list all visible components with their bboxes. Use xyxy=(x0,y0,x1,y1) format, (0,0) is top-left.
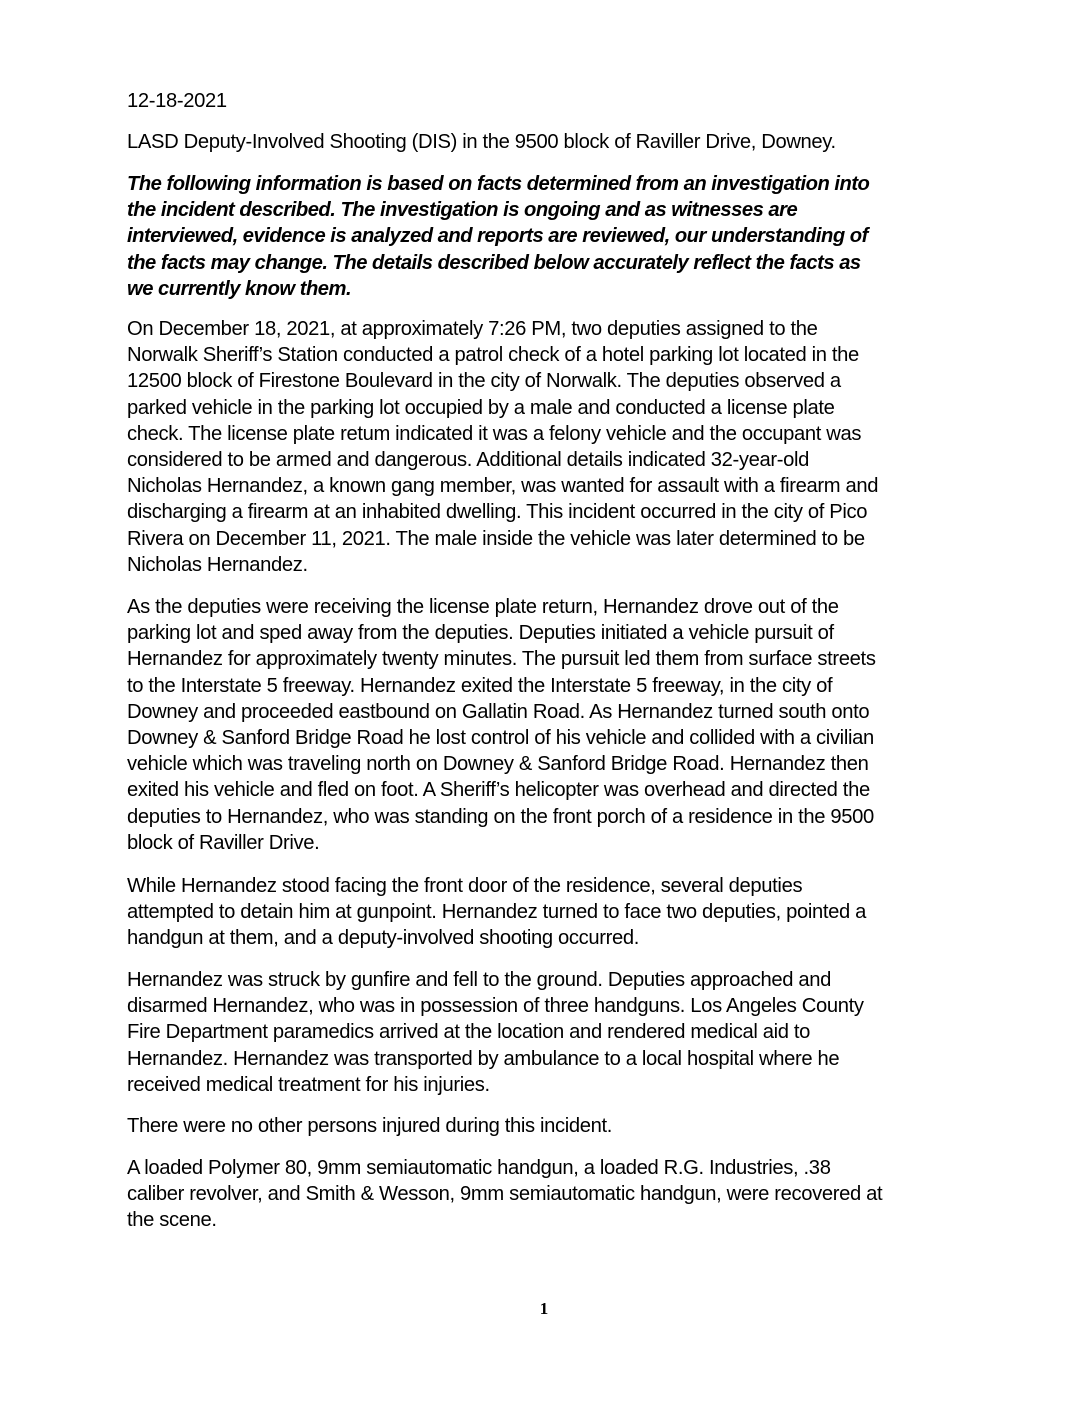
paragraph-medical-aid xyxy=(127,967,977,1098)
disclaimer-line: the facts may change. The details described below accurately reflect the facts as xyxy=(127,251,861,274)
paragraph-line: deputies to Hernandez, who was standing on the front porch of a residence in the 9500 xyxy=(127,805,874,828)
paragraph-line: Nicholas Hernandez. xyxy=(127,553,308,576)
paragraph-line: the scene. xyxy=(127,1209,217,1232)
paragraph-line: handgun at them, and a deputy-involved shooting occurred. xyxy=(127,927,640,950)
paragraph-line: discharging a firearm at an inhabited dwelling. This incident occurred in the city of Pico xyxy=(127,501,868,524)
disclaimer xyxy=(127,171,977,302)
paragraph-line: Hernandez was struck by gunfire and fell to the ground. Deputies approached and xyxy=(127,969,832,991)
paragraph-no-other-injuries xyxy=(127,1113,977,1139)
paragraph-line: attempted to detain him at gunpoint. Hernandez turned to face two deputies, pointed a xyxy=(127,901,867,924)
paragraph-line: Downey and proceeded eastbound on Gallatin Road. As Hernandez turned south onto xyxy=(127,700,870,723)
disclaimer-line: The following information is based on facts determined from an investigation into xyxy=(127,173,870,195)
disclaimer-line: we currently know them. xyxy=(127,277,352,300)
paragraph-shooting xyxy=(127,873,977,952)
paragraph-line: check. The license plate retum indicated it was a felony vehicle and the occupant was xyxy=(127,422,862,445)
paragraph-line: received medical treatment for his injuries. xyxy=(127,1073,490,1096)
paragraph-weapons-recovered xyxy=(127,1155,977,1234)
date-text: 12-18-2021 xyxy=(127,90,227,112)
paragraph-line: considered to be armed and dangerous. Additional details indicated 32-year-old xyxy=(127,449,809,472)
paragraph-line: exited his vehicle and fled on foot. A Sheriff’s helicopter was overhead and directed the xyxy=(127,779,870,802)
paragraph-line: On December 18, 2021, at approximately 7:26 PM, two deputies assigned to the xyxy=(127,318,818,340)
paragraph-line: Hernandez for approximately twenty minutes. The pursuit led them from surface streets xyxy=(127,648,876,671)
paragraph-line: Norwalk Sheriff’s Station conducted a patrol check of a hotel parking lot located in the xyxy=(127,344,859,367)
paragraph-line: As the deputies were receiving the license plate return, Hernandez drove out of the xyxy=(127,596,839,618)
paragraph-line: parked vehicle in the parking lot occupied by a male and conducted a license plate xyxy=(127,396,835,419)
paragraph-pursuit xyxy=(127,594,977,856)
disclaimer-line: the incident described. The investigation is ongoing and as witnesses are xyxy=(127,199,798,222)
disclaimer-line: interviewed, evidence is analyzed and reports are reviewed, our understanding of xyxy=(127,225,868,248)
document-date xyxy=(127,88,977,114)
paragraph-line: While Hernandez stood facing the front door of the residence, several deputies xyxy=(127,875,803,897)
paragraph-line: A loaded Polymer 80, 9mm semiautomatic handgun, a loaded R.G. Industries, .38 xyxy=(127,1157,831,1179)
paragraph-line: Fire Department paramedics arrived at the location and rendered medical aid to xyxy=(127,1021,810,1044)
page-number: 1 xyxy=(539,1299,549,1318)
paragraph-line: parking lot and sped away from the deputies. Deputies initiated a vehicle pursuit of xyxy=(127,622,834,645)
paragraph-line: Nicholas Hernandez, a known gang member, was wanted for assault with a firearm and xyxy=(127,475,879,498)
paragraph-line: Hernandez. Hernandez was transported by ambulance to a local hospital where he xyxy=(127,1047,840,1070)
paragraph-line: block of Raviller Drive. xyxy=(127,831,320,854)
paragraph-line: to the Interstate 5 freeway. Hernandez exited the Interstate 5 freeway, in the city of xyxy=(127,674,833,697)
paragraph-line: 12500 block of Firestone Boulevard in the city of Norwalk. The deputies observed a xyxy=(127,370,841,393)
paragraph-line: caliber revolver, and Smith & Wesson, 9mm semiautomatic handgun, were recovered at xyxy=(127,1183,883,1206)
title-text: LASD Deputy-Involved Shooting (DIS) in the 9500 block of Raviller Drive, Downey. xyxy=(127,131,836,153)
paragraph-line: Downey & Sanford Bridge Road he lost control of his vehicle and collided with a civilian xyxy=(127,727,874,750)
paragraph-line: There were no other persons injured during this incident. xyxy=(127,1115,613,1137)
paragraph-line: vehicle which was traveling north on Downey & Sanford Bridge Road. Hernandez then xyxy=(127,753,869,776)
paragraph-line: disarmed Hernandez, who was in possession of three handguns. Los Angeles County xyxy=(127,995,864,1018)
paragraph-line: Rivera on December 11, 2021. The male inside the vehicle was later determined to be xyxy=(127,527,865,550)
document-title xyxy=(127,129,977,155)
paragraph-initial-contact xyxy=(127,316,977,578)
